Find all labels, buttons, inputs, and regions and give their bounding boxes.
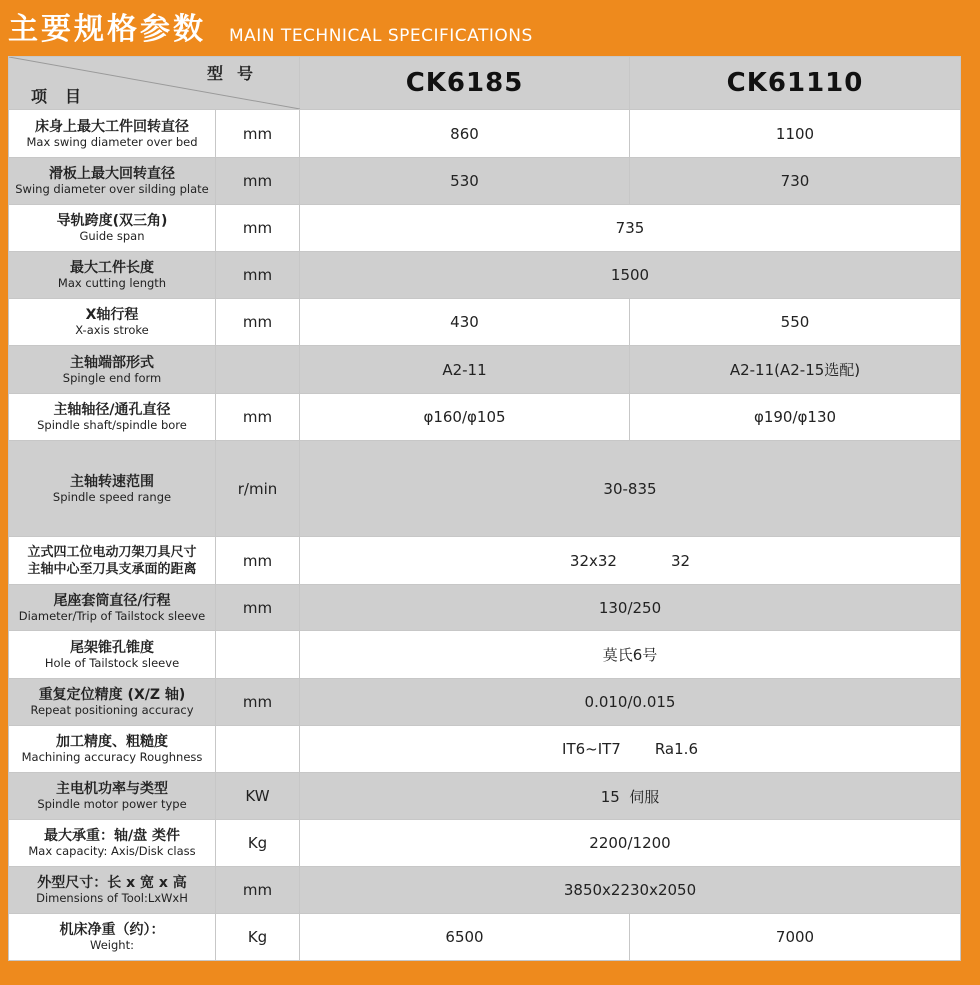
unit-cell: Kg [216, 820, 300, 867]
unit-cell: mm [216, 394, 300, 441]
table-header-row [9, 57, 961, 110]
title-bar [0, 0, 980, 56]
unit-cell [216, 346, 300, 394]
item-cell: X轴行程 X-axis stroke [9, 299, 216, 346]
value-cell: 1500 [300, 252, 961, 299]
header-corner-cell [9, 57, 300, 110]
value-cell: 30-835 [300, 441, 961, 537]
unit-cell [216, 726, 300, 773]
table-row [9, 205, 961, 252]
unit-cell: Kg [216, 914, 300, 961]
value-part: Ra1.6 [654, 740, 698, 758]
value-cell: φ190/φ130 [630, 394, 961, 441]
value-cell: 735 [300, 205, 961, 252]
item-cell: 重复定位精度 (X/Z 轴) Repeat positioning accuracy [9, 679, 216, 726]
unit-cell: KW [216, 773, 300, 820]
value-cell: 15 伺服 [300, 773, 961, 820]
value-cell [300, 537, 961, 585]
table-row [9, 537, 961, 585]
value-cell: 430 [300, 299, 630, 346]
spec-table [8, 56, 961, 961]
item-cell: 加工精度、粗糙度 Machining accuracy Roughness [9, 726, 216, 773]
item-cell: 尾架锥孔锥度 Hole of Tailstock sleeve [9, 631, 216, 679]
value-cell: A2-11 [300, 346, 630, 394]
item-cell: 主轴端部形式 Spingle end form [9, 346, 216, 394]
value-cell: 7000 [630, 914, 961, 961]
unit-cell: mm [216, 299, 300, 346]
item-cell: 主轴转速范围 Spindle speed range [9, 441, 216, 537]
unit-cell: mm [216, 679, 300, 726]
value-cell: A2-11(A2-15选配) [630, 346, 961, 394]
item-cell: 外型尺寸：长 x 宽 x 高 Dimensions of Tool:LxWxH [9, 867, 216, 914]
table-row [9, 773, 961, 820]
value-cell: 3850x2230x2050 [300, 867, 961, 914]
item-cell: 床身上最大工件回转直径 Max swing diameter over bed [9, 110, 216, 158]
value-part: 32 [670, 551, 691, 570]
value-cell: φ160/φ105 [300, 394, 630, 441]
value-cell: 6500 [300, 914, 630, 961]
value-cell: 2200/1200 [300, 820, 961, 867]
header-model-1: CK6185 [300, 57, 630, 110]
item-cell: 尾座套筒直径/行程 Diameter/Trip of Tailstock sleeve [9, 585, 216, 631]
value-cell: 0.010/0.015 [300, 679, 961, 726]
table-row [9, 726, 961, 773]
value-cell: 1100 [630, 110, 961, 158]
table-row [9, 158, 961, 205]
table-row [9, 820, 961, 867]
value-cell [300, 726, 961, 773]
unit-cell: mm [216, 158, 300, 205]
item-cell: 滑板上最大回转直径 Swing diameter over silding plate [9, 158, 216, 205]
value-part: 32x32 [569, 551, 617, 570]
value-cell: 130/250 [300, 585, 961, 631]
value-cell: 530 [300, 158, 630, 205]
table-row [9, 252, 961, 299]
header-model-2: CK61110 [630, 57, 961, 110]
table-row [9, 110, 961, 158]
unit-cell: mm [216, 110, 300, 158]
item-cell: 最大承重：轴/盘 类件 Max capacity: Axis/Disk class [9, 820, 216, 867]
value-part: IT6~IT7 [562, 740, 621, 758]
title-chinese: 主要规格参数 [8, 12, 206, 47]
item-cell: 最大工件长度 Max cutting length [9, 252, 216, 299]
table-row [9, 394, 961, 441]
table-row [9, 299, 961, 346]
table-row [9, 867, 961, 914]
item-cell: 机床净重（约）： Weight: [9, 914, 216, 961]
table-row [9, 441, 961, 537]
unit-cell: r/min [216, 441, 300, 537]
value-cell: 860 [300, 110, 630, 158]
item-cell: 主电机功率与类型 Spindle motor power type [9, 773, 216, 820]
header-item-label: 项目 [31, 87, 100, 106]
unit-cell: mm [216, 205, 300, 252]
header-model-label: 型号 [206, 64, 267, 83]
item-cell: 主轴轴径/通孔直径 Spindle shaft/spindle bore [9, 394, 216, 441]
table-row [9, 631, 961, 679]
value-cell: 莫氏6号 [300, 631, 961, 679]
table-row [9, 585, 961, 631]
unit-cell: mm [216, 585, 300, 631]
table-row [9, 914, 961, 961]
title-english: MAIN TECHNICAL SPECIFICATIONS [229, 26, 533, 46]
unit-cell: mm [216, 867, 300, 914]
unit-cell [216, 631, 300, 679]
item-cell: 导轨跨度(双三角) Guide span [9, 205, 216, 252]
item-cell: 立式四工位电动刀架刀具尺寸 主轴中心至刀具支承面的距离 [9, 537, 216, 585]
value-cell: 730 [630, 158, 961, 205]
unit-cell: mm [216, 537, 300, 585]
value-cell: 550 [630, 299, 961, 346]
unit-cell: mm [216, 252, 300, 299]
table-row [9, 346, 961, 394]
table-row [9, 679, 961, 726]
